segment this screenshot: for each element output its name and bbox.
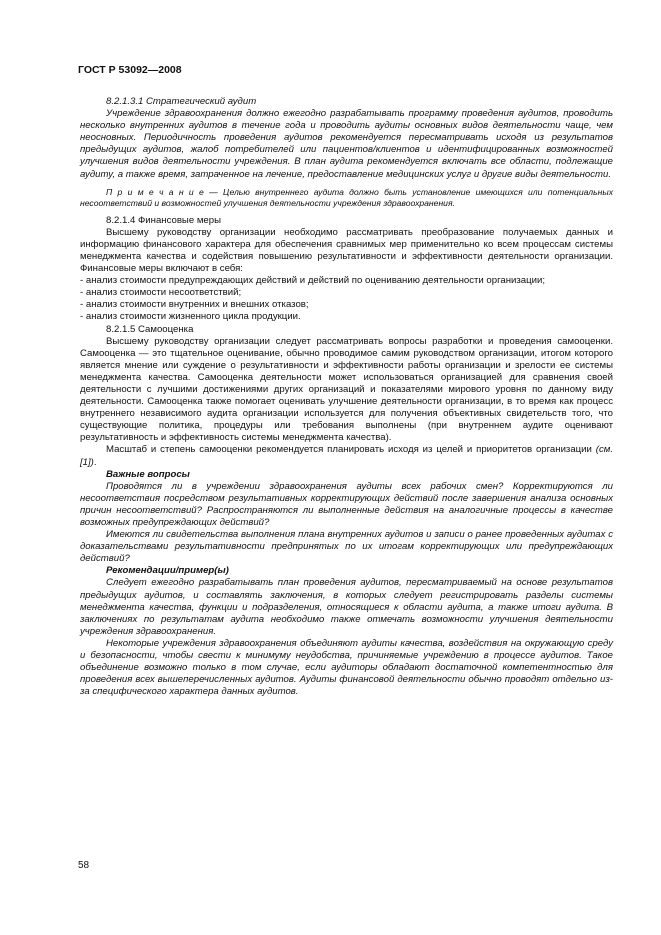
note-label: П р и м е ч а н и е [106, 186, 204, 197]
page-number: 58 [78, 860, 90, 871]
question-paragraph: Проводятся ли в учреждении здравоохранения аудиты всех рабочих смен? Корректируются ли несоответствия посредством результативных корректирующих действий после завершения анализа основных причин несоответствий? Распространяются ли выполненные действия на аналогичные процессы в качестве возможных предупреждающих действий? [80, 480, 613, 528]
reference-link: (см. [1]) [80, 444, 613, 468]
document-header: ГОСТ Р 53092—2008 [78, 64, 182, 76]
self-assessment-paragraph: Высшему руководству организации следует рассматривать вопросы разработки и проведения самооценки. Самооценка — это тщательное оценивание, обычно проводимое самим руководством организации, итогом которого является мнение или суждение о результативности и эффективности работы организации и зрелости ее системы менеджмента качества. Самооценка деятельности может использоваться организацией для сравнения своей деятельности с лучшими достижениями других организаций и показателями мирового уровня по данному виду деятельности. Самооценка также помогает оценивать улучшение деятельности организации, в то время как процесс внутреннего независимого аудита организации используется для получения объективных свидетельств того, что существующие политика, процедуры или требования выполнены (при внутреннем аудите оценивают результативность и эффективность системы менеджмента качества). [80, 335, 613, 444]
recommendation-paragraph: Следует ежегодно разрабатывать план проведения аудитов, пересматриваемый на основе результатов предыдущих аудитов, и составлять заключения, в которых следует регистрировать разделы системы менеджмента качества, функции и подразделения, относящиеся к области аудита, а также итоги аудита. В заключениях по результатам аудита необходимо также отмечать возможности улучшения деятельности учреждения здравоохранения. [80, 577, 613, 637]
list-item: - анализ стоимости несоответствий; [80, 287, 242, 299]
list-item: - анализ стоимости предупреждающих действий и действий по оцениванию деятельности организации; [80, 275, 545, 287]
list-item: - анализ стоимости жизненного цикла продукции. [80, 311, 301, 323]
important-questions-heading: Важные вопросы [106, 468, 190, 480]
financial-measures-paragraph: Высшему руководству организации необходимо рассматривать преобразование получаемых данных и информацию финансового характера для обеспечения сравнимых мер применительно ко всем процессам системы менеджмента качества и содействия повышению результативности и эффективности деятельности организации. Финансовые меры включают в себя: [80, 226, 613, 275]
section-heading-self-assessment: 8.2.1.5 Самооценка [106, 323, 194, 335]
strategic-audit-paragraph: Учреждение здравоохранения должно ежегодно разрабатывать программу проведения аудитов, проводить несколько внутренних аудитов в течение года и проводить аудиты основных видов деятельности чаще, чем неосновных. Периодичность проведения аудитов рекомендуется пересматривать исходя из результатов предыдущих аудитов, жалоб потребителей или пациентов/клиентов и идентифицированных возможностей улучшения видов деятельности учреждения. В план аудита рекомендуется включать все области, подлежащие аудиту, а также время, затраченное на лечение, предоставление медицинских услуг и другие виды деятельности. [80, 108, 613, 180]
section-heading-strategic-audit: 8.2.1.3.1 Стратегический аудит [106, 96, 257, 107]
list-item: - анализ стоимости внутренних и внешних отказов; [80, 299, 309, 311]
page-content [80, 96, 613, 698]
self-assessment-scope-paragraph [80, 444, 613, 468]
recommendations-heading: Рекомендации/пример(ы) [106, 565, 229, 577]
note-paragraph [80, 187, 613, 209]
note-text: — Целью внутреннего аудита должно быть установление имеющихся или потенциальных несоответствий и возможностей улучшения деятельности учреждения здравоохранения. [80, 186, 613, 208]
question-paragraph: Имеются ли свидетельства выполнения плана внутренних аудитов и записи о ранее проведенных аудитах с доказательствами результативности предпринятых по их итогам корректирующих или предупреждающих действий? [80, 529, 613, 565]
scope-end: . [93, 456, 97, 468]
section-heading-financial-measures: 8.2.1.4 Финансовые меры [106, 214, 221, 226]
scope-text: Масштаб и степень самооценки рекомендуется планировать исходя из целей и приоритетов организации [106, 444, 596, 456]
recommendation-paragraph: Некоторые учреждения здравоохранения объединяют аудиты качества, воздействия на окружающую среду и безопасности, чтобы свести к минимуму неудобства, причиняемые учреждению в процессе аудитов. Такое объединение возможно только в том случае, если аудиторы обладают достаточной компетентностью для проведения всех вышеперечисленных аудитов. Аудиты финансовой деятельности обычно проводят отдельно из-за специфического характера данных аудитов. [80, 637, 613, 698]
